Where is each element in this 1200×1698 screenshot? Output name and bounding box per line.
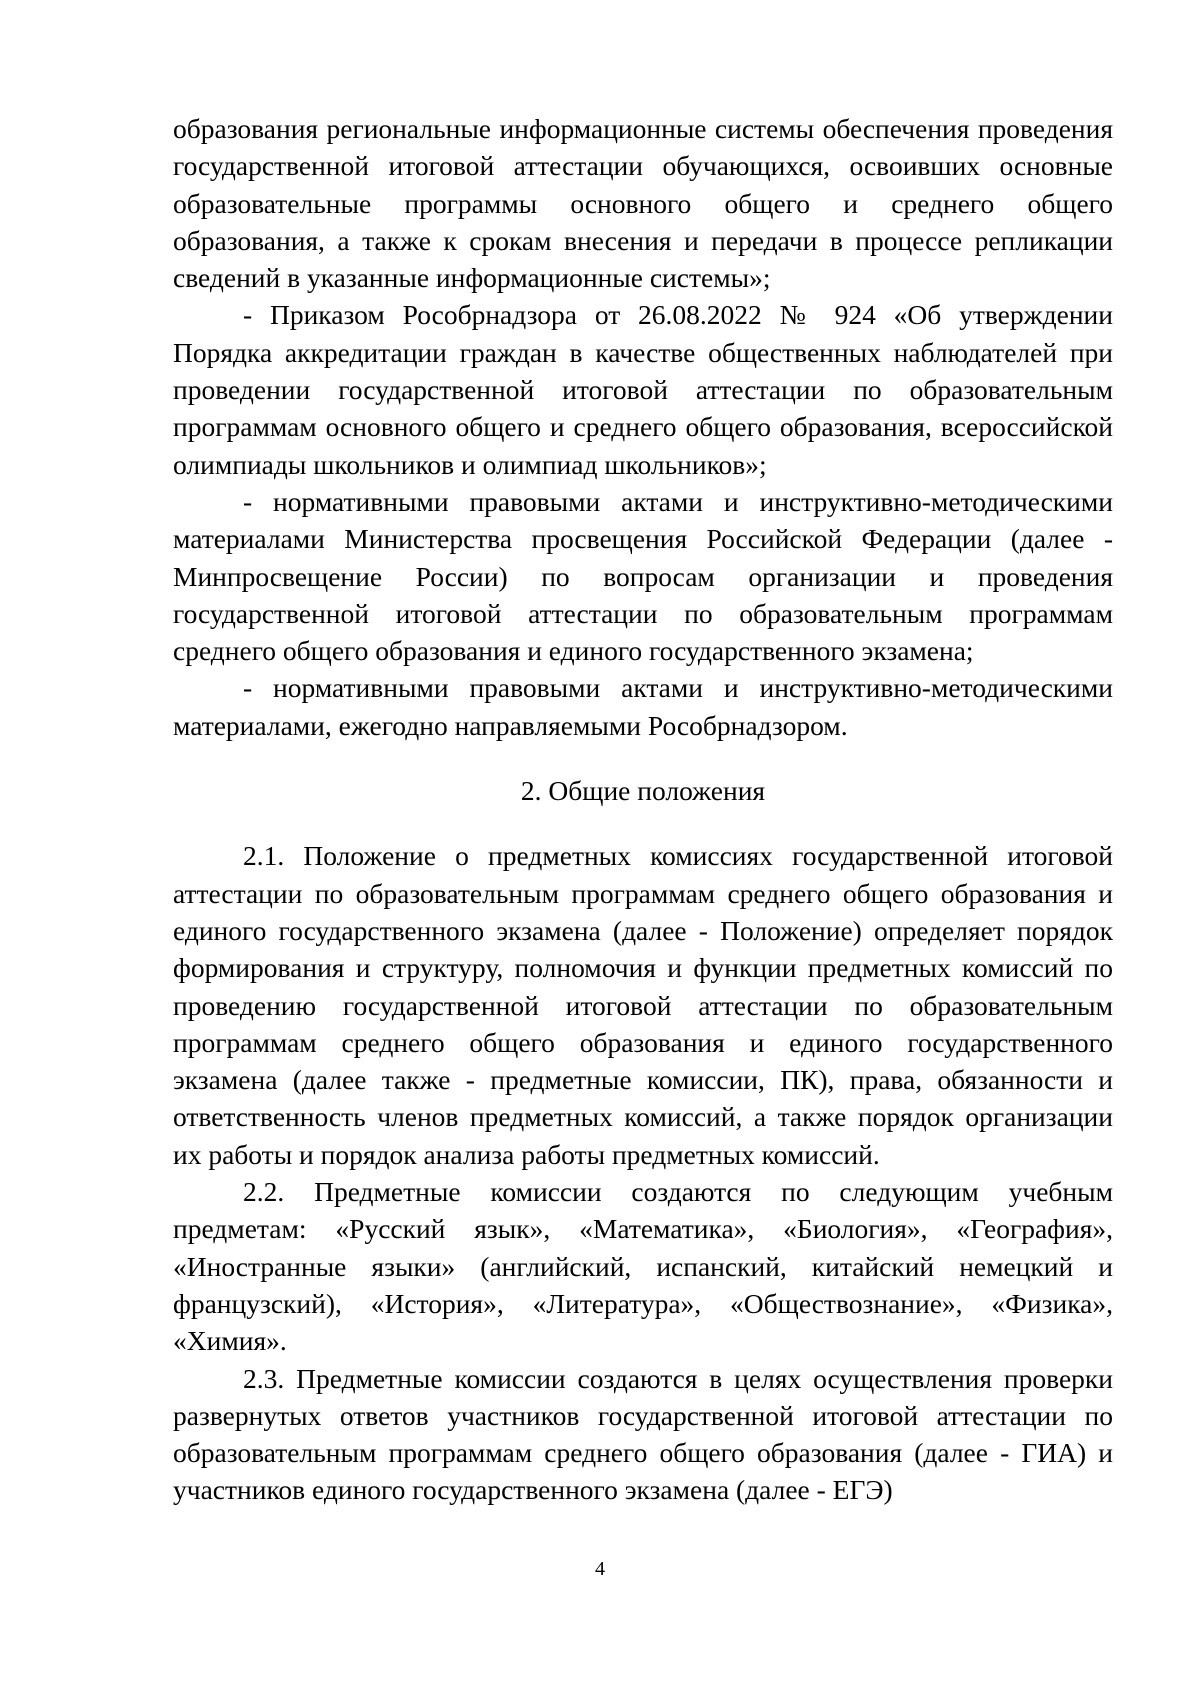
paragraph-2-1: 2.1. Положение о предметных комиссиях государственной итоговой аттестации по образовательным программам среднего общего образования и единого государственного экзамена (далее - Положение) определяет порядок формирования и структуру, полномочия и функции предметных комиссий по проведению государственной итоговой аттестации по образовательным программам среднего общего образования и единого государственного экзамена (далее также - предметные комиссии, ПК), права, обязанности и ответственность членов предметных комиссий, а также порядок организации их работы и порядок анализа работы предметных комиссий. — [173, 840, 1113, 1170]
paragraph-rosobrnadzor-order: - Приказом Рособрнадзора от 26.08.2022 № 924 «Об утверждении Порядка аккредитации граждан в качестве общественных наблюдателей при проведении государственной итоговой аттестации по образовательным программам основного общего и среднего общего образования, всероссийской олимпиады школьников и олимпиад школьников»; — [173, 299, 1113, 480]
paragraph-rosobrnadzor-materials: - нормативными правовыми актами и инструктивно-методическими материалами, ежегодно направляемыми Рособрнадзором. — [173, 672, 1113, 741]
page-number: 4 — [595, 1558, 605, 1580]
document-page — [173, 110, 1113, 1509]
paragraph-minprosveshchenie-acts: - нормативными правовыми актами и инструктивно-методическими материалами Министерства просвещения Российской Федерации (далее - Минпросвещение России) по вопросам организации и проведения государственной итоговой аттестации по образовательным программам среднего общего образования и единого государственного экзамена; — [173, 485, 1113, 667]
section-heading: 2. Общие положения — [520, 775, 766, 807]
paragraph-continuation: образования региональные информационные системы обеспечения проведения государственной итоговой аттестации обучающихся, освоивших основные образовательные программы основного общего и среднего общего образования, а также к срокам внесения и передачи в процессе репликации сведений в указанные информационные системы»; — [173, 113, 1113, 294]
paragraph-2-2: 2.2. Предметные комиссии создаются по следующим учебным предметам: «Русский язык», «Математика», «Биология», «География», «Иностранные языки» (английский, испанский, китайский немецкий и французский), «История», «Литература», «Обществознание», «Физика», «Химия». — [173, 1176, 1113, 1357]
paragraph-2-3: 2.3. Предметные комиссии создаются в целях осуществления проверки развернутых ответов участников государственной итоговой аттестации по образовательным программам среднего общего образования (далее - ГИА) и участников единого государственного экзамена (далее - ЕГЭ) — [173, 1362, 1113, 1506]
